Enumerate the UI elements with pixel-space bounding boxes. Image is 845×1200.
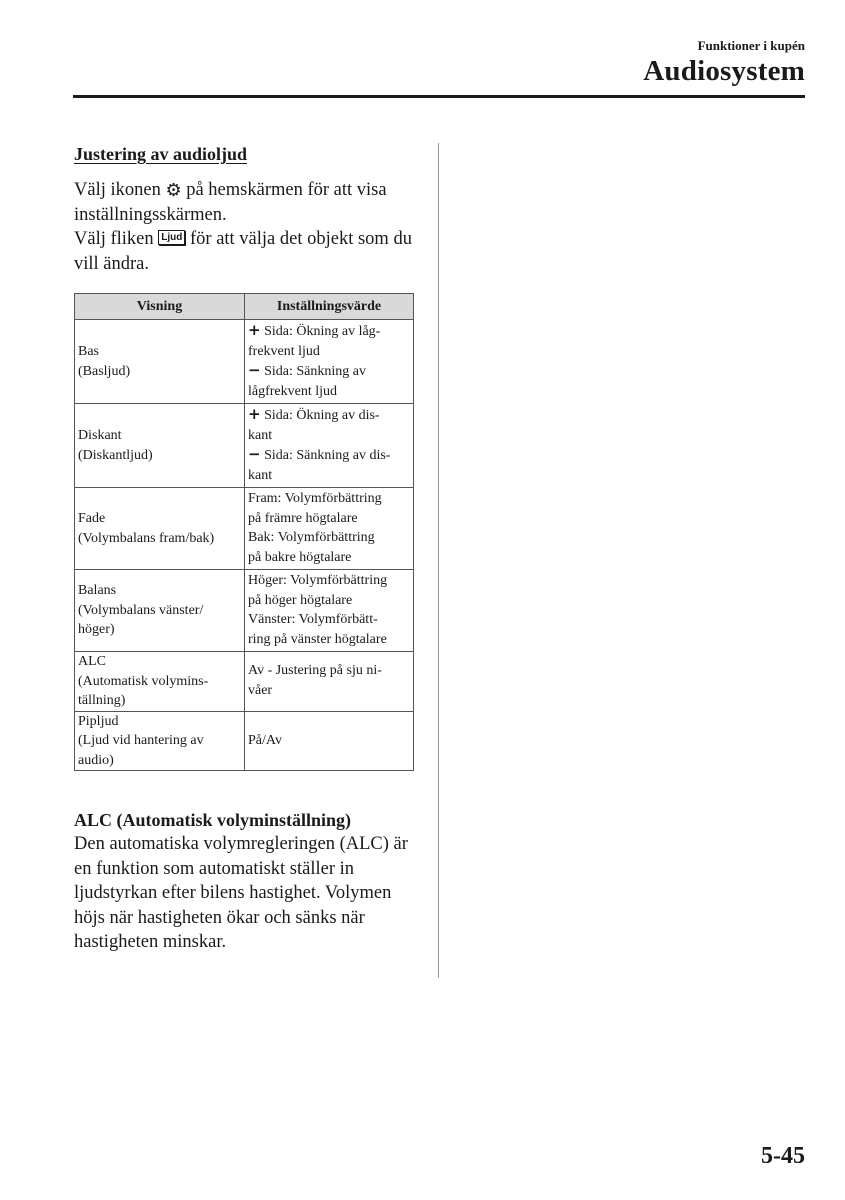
gear-icon: ⚙ <box>165 180 182 200</box>
display-line: Diskant <box>78 428 122 443</box>
value-text: På/Av <box>248 732 282 748</box>
value-line <box>248 548 410 568</box>
minus-icon: − <box>248 445 261 463</box>
table-row <box>75 320 414 404</box>
intro-paragraph-2 <box>74 227 419 276</box>
value-line <box>248 610 410 630</box>
table-header-visning: Visning <box>75 294 245 320</box>
table-row <box>75 570 414 652</box>
value-cell <box>245 570 414 652</box>
value-cell <box>245 320 414 404</box>
display-cell <box>75 488 245 570</box>
display-line: (Volymbalans fram/bak) <box>78 530 215 546</box>
table-header-row <box>75 294 414 320</box>
display-line: tällning) <box>78 693 126 708</box>
page-title: Audiosystem <box>643 55 805 87</box>
value-text: Vänster: Volymförbätt- <box>248 612 378 627</box>
section-heading: Justering av audioljud <box>74 144 248 164</box>
left-column <box>74 143 419 955</box>
display-line: (Volymbalans vänster/ <box>78 602 204 618</box>
alc-body: Den automatiska volymregleringen (ALC) är en funktion som automatiskt ställer in ljudstyrkan efter bilens hastighet. Volymen höjs när hastigheten ökar och sänks när hastigheten minskar. <box>74 834 408 952</box>
table-row <box>75 652 414 712</box>
display-cell <box>75 711 245 771</box>
plus-icon: + <box>248 321 261 339</box>
display-line: (Diskantljud) <box>78 447 153 463</box>
value-text: Av - Justering på sju ni- <box>248 663 382 679</box>
value-line <box>248 466 410 486</box>
value-text: på höger högtalare <box>248 592 353 608</box>
plus-icon: + <box>248 405 261 423</box>
value-text: på främre högtalare <box>248 510 358 526</box>
minus-icon: − <box>248 361 261 379</box>
value-line <box>248 571 410 591</box>
display-line: Bas <box>78 344 99 359</box>
value-line <box>248 630 410 650</box>
display-line: (Basljud) <box>78 363 131 379</box>
table-header-installningsvarde: Inställningsvärde <box>245 294 414 320</box>
display-cell <box>75 570 245 652</box>
value-text: Sida: Sänkning av <box>264 364 366 379</box>
intro-text-2a: Välj fliken <box>74 229 154 249</box>
display-cell <box>75 320 245 404</box>
display-line: (Automatisk volymins- <box>78 673 209 689</box>
alc-section <box>74 808 419 955</box>
value-text: lågfrekvent ljud <box>248 383 338 399</box>
value-text: Höger: Volymförbättring <box>248 573 388 588</box>
value-text: kant <box>248 427 273 443</box>
display-line: Fade <box>78 511 106 526</box>
value-cell <box>245 652 414 712</box>
ljud-tab-icon: Ljud <box>158 230 185 245</box>
value-text: Fram: Volymförbättring <box>248 491 382 506</box>
table-row <box>75 711 414 771</box>
alc-heading: ALC (Automatisk volyminställning) <box>74 810 352 830</box>
value-line <box>248 445 410 466</box>
header-rule <box>73 95 805 98</box>
value-cell <box>245 711 414 771</box>
display-line: Pipljud <box>78 713 119 729</box>
value-line <box>248 382 410 402</box>
display-line: (Ljud vid hantering av <box>78 733 204 748</box>
value-line <box>248 591 410 611</box>
value-line <box>248 489 410 509</box>
value-text: Bak: Volymförbättring <box>248 530 375 545</box>
value-text: frekvent ljud <box>248 343 320 359</box>
display-cell <box>75 652 245 712</box>
display-line: ALC <box>78 654 106 669</box>
intro-text <box>74 177 419 276</box>
value-text: ring på vänster högtalare <box>248 631 387 647</box>
table-row <box>75 404 414 488</box>
value-text: Sida: Sänkning av dis- <box>264 448 391 463</box>
value-line <box>248 361 410 382</box>
value-cell <box>245 404 414 488</box>
intro-text-1b: på hemskärmen för att visa inställningsskärmen. <box>74 180 387 225</box>
value-text: på bakre högtalare <box>248 549 352 565</box>
display-cell <box>75 404 245 488</box>
value-text: Sida: Ökning av låg- <box>264 324 381 339</box>
value-line <box>248 731 410 751</box>
value-line <box>248 426 410 446</box>
intro-text-2b: för att välja det objekt som du vill ändra. <box>74 229 412 274</box>
display-line: audio) <box>78 752 114 768</box>
value-text: Sida: Ökning av dis- <box>264 408 380 423</box>
value-line <box>248 342 410 362</box>
display-line: höger) <box>78 622 115 638</box>
value-text: kant <box>248 467 273 483</box>
value-line <box>248 528 410 548</box>
table-row <box>75 488 414 570</box>
value-line <box>248 405 410 426</box>
value-line <box>248 681 410 701</box>
table-body <box>75 320 414 771</box>
value-text: våer <box>248 682 273 698</box>
intro-paragraph-1 <box>74 177 419 227</box>
value-line <box>248 509 410 529</box>
display-line: Balans <box>78 583 117 599</box>
column-divider <box>438 143 439 978</box>
value-cell <box>245 488 414 570</box>
page-number: 5-45 <box>761 1143 805 1169</box>
settings-table <box>74 293 414 771</box>
value-line <box>248 661 410 681</box>
value-line <box>248 321 410 342</box>
chapter-title: Funktioner i kupén <box>697 38 805 53</box>
intro-text-1a: Välj ikonen <box>74 180 161 200</box>
